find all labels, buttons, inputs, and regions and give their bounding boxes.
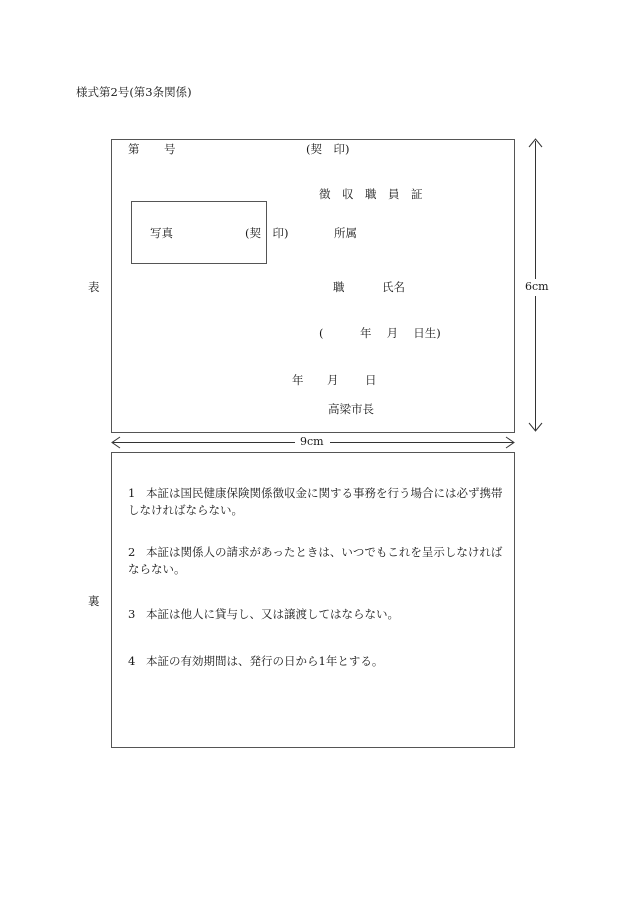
arrow-left-icon — [111, 436, 121, 449]
issue-month: 月 — [327, 373, 339, 387]
number-dai: 第 — [128, 142, 140, 156]
back-side-label: 裏 — [88, 594, 100, 608]
front-card — [111, 139, 515, 433]
arrow-down-icon — [528, 422, 543, 432]
front-side-label: 表 — [88, 280, 100, 294]
photo-label: 写真 — [150, 226, 173, 240]
rule-item-2 — [128, 544, 508, 578]
position-label: 職 — [333, 280, 345, 294]
width-label: 9cm — [300, 435, 324, 448]
rule-number: 4 — [128, 654, 136, 668]
number-go: 号 — [164, 142, 176, 156]
rule-text: 本証は国民健康保険関係徴収金に関する事務を行う場合には必ず携帯しなければならない。 — [128, 486, 503, 517]
birth-date-text: 年 月 日生) — [360, 326, 441, 340]
rule-text: 本証は他人に貸与し、又は譲渡してはならない。 — [146, 607, 399, 621]
name-label: 氏名 — [382, 280, 405, 294]
photo-seal: (契 印) — [245, 226, 289, 240]
rule-text: 本証は関係人の請求があったときは、いつでもこれを呈示しなければならない。 — [128, 545, 503, 576]
card-title: 徴 収 職 員 証 — [319, 187, 423, 201]
rule-number: 3 — [128, 607, 136, 621]
arrow-up-icon — [528, 138, 543, 148]
top-seal: (契 印) — [306, 142, 350, 156]
form-title: 様式第2号(第3条関係) — [76, 85, 192, 99]
issuer: 高梁市長 — [328, 402, 374, 416]
birth-open-paren: ( — [319, 326, 324, 340]
rule-number: 1 — [128, 486, 136, 500]
height-label: 6cm — [525, 280, 549, 293]
rule-text: 本証の有効期間は、発行の日から1年とする。 — [146, 654, 384, 668]
rule-item-4 — [128, 653, 508, 670]
affiliation-label: 所属 — [334, 226, 357, 240]
rule-number: 2 — [128, 545, 136, 559]
arrow-right-icon — [505, 436, 515, 449]
rule-item-1 — [128, 485, 508, 519]
issue-year: 年 — [292, 373, 304, 387]
rule-item-3 — [128, 606, 508, 623]
issue-day: 日 — [365, 373, 377, 387]
